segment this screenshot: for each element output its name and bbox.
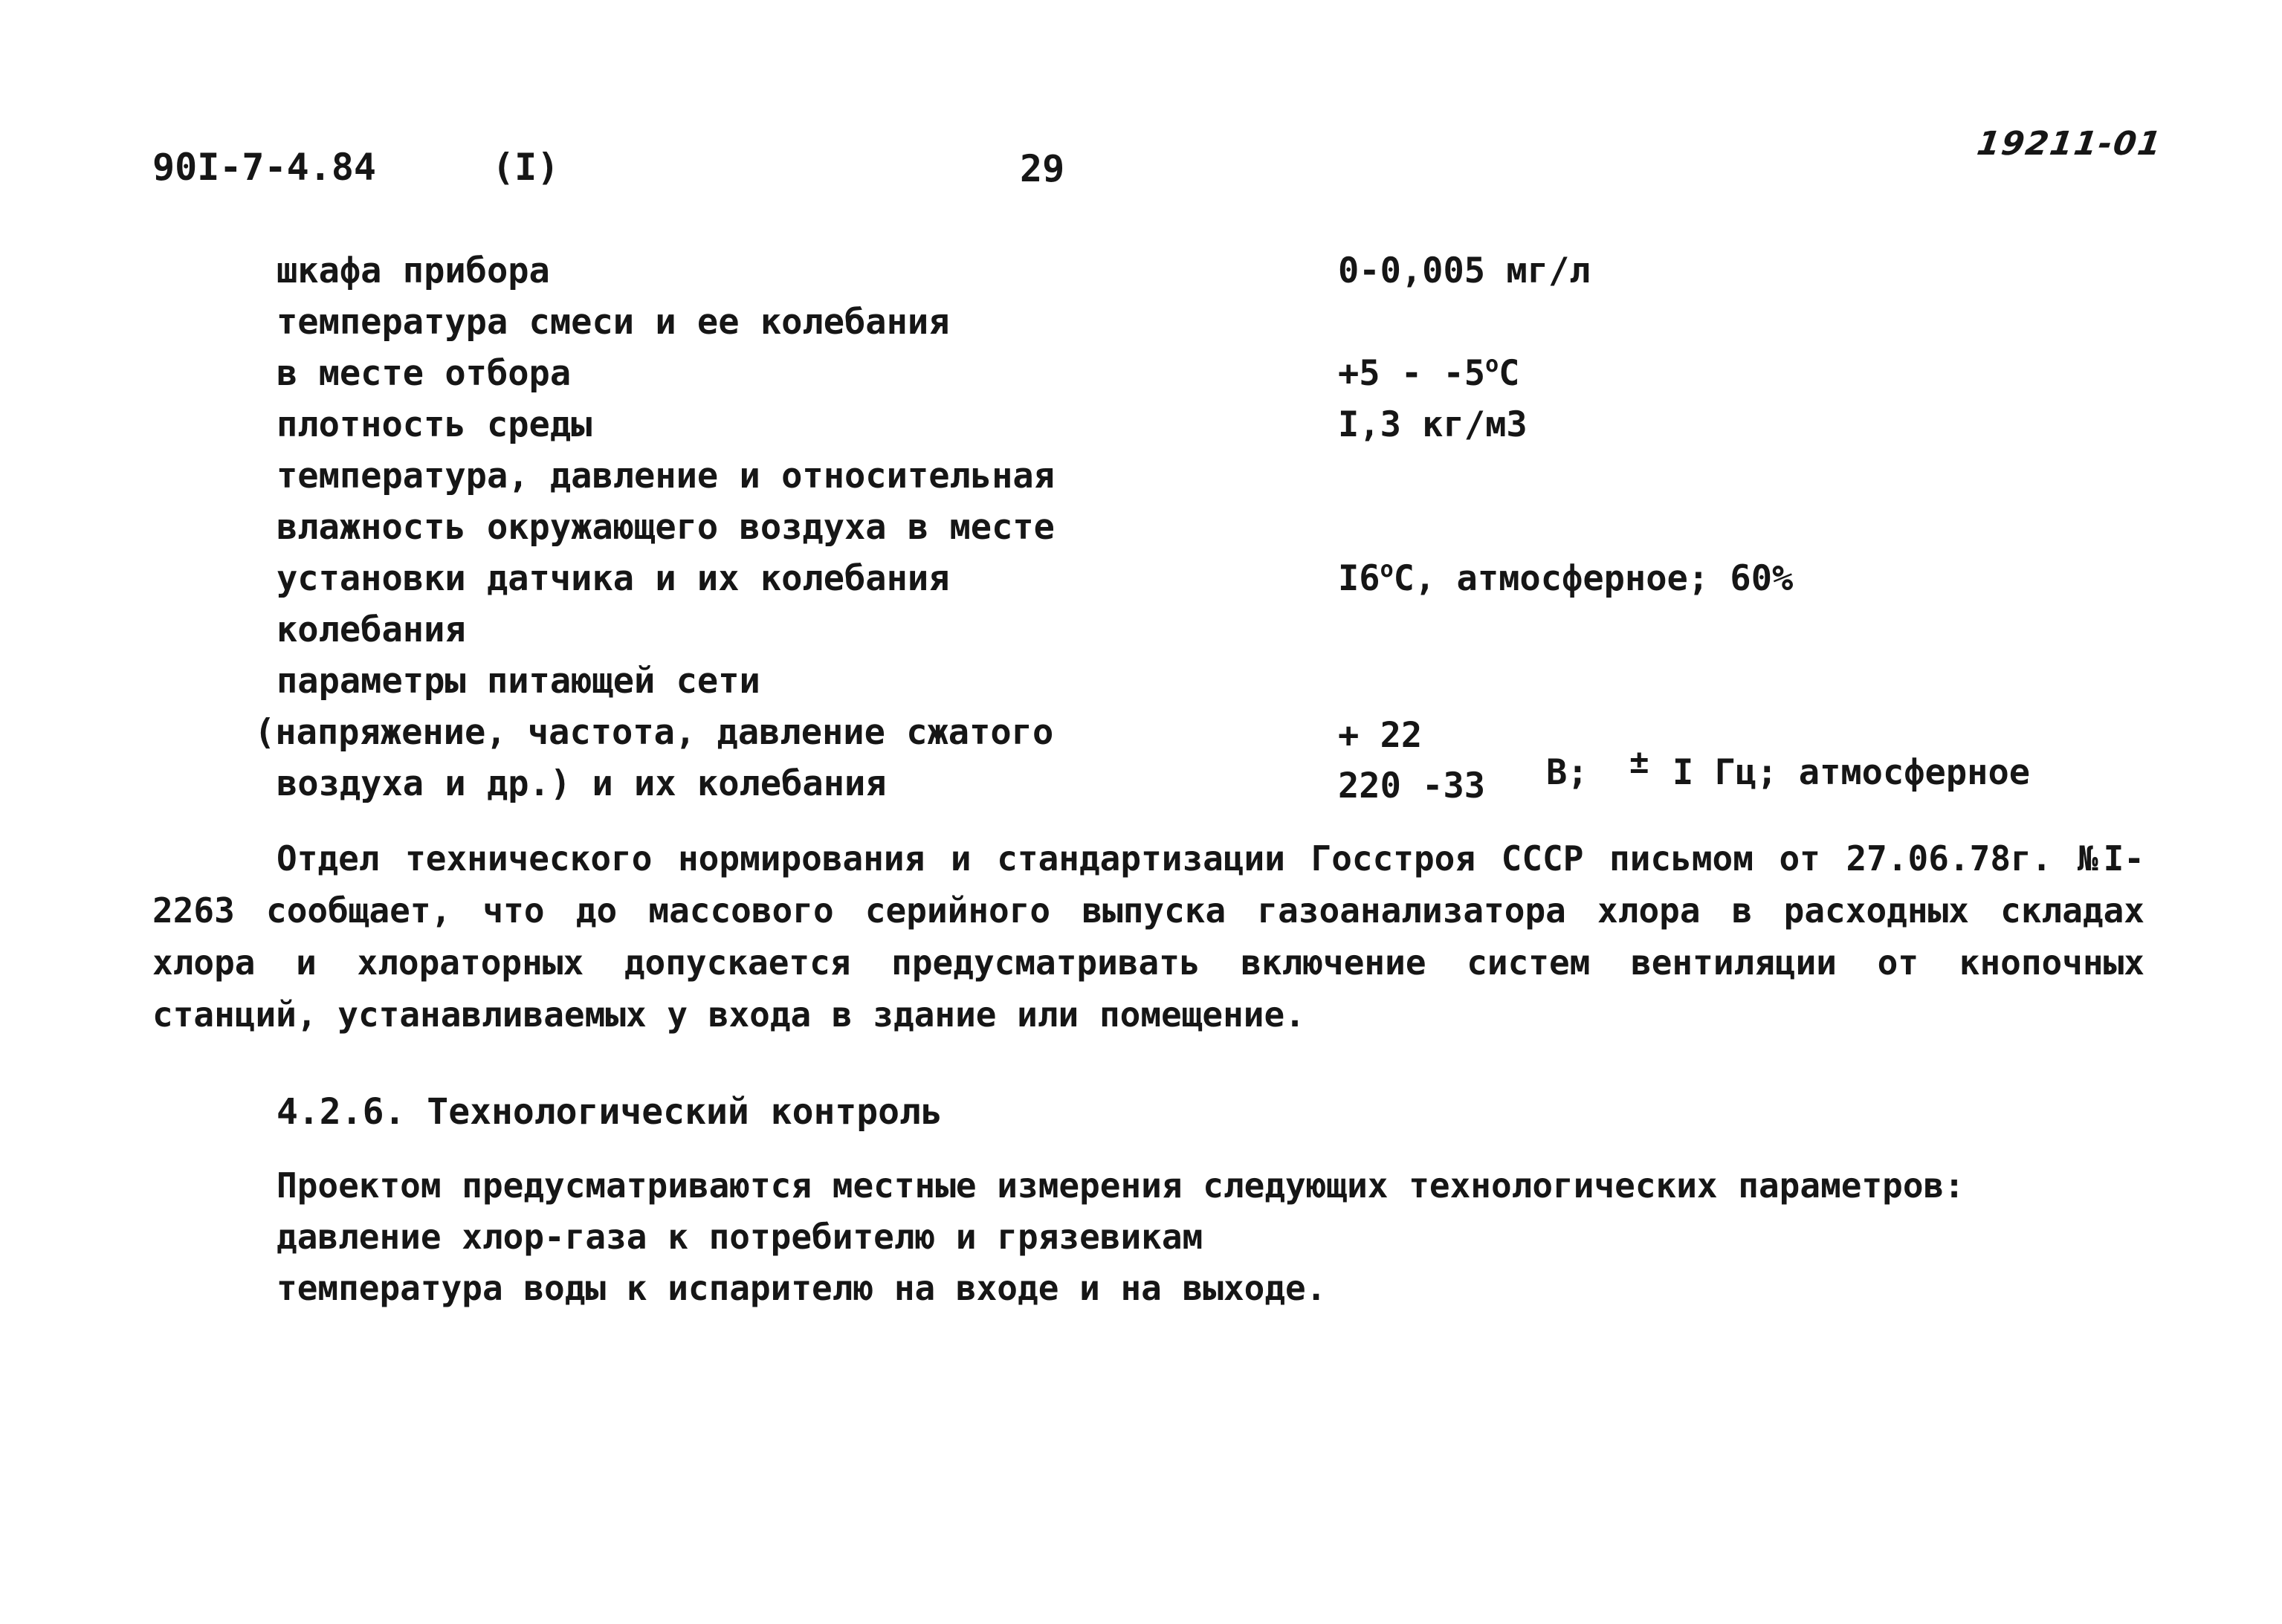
parameter-label: плотность среды [277, 404, 592, 445]
supply-voltage-nominal: 220 -33 [1338, 766, 1486, 806]
handwritten-inventory-number: 19211-01 [1974, 125, 2165, 163]
plus-minus-sign: ± [1629, 743, 1649, 781]
body-paragraph: Отдел технического нормирования и стандартизации Госстроя СССР письмом от 27.06.78г. №I-2263 сообщает, что до массового серийного выпуска газоанализатора хлора в расходных складах хлора и хлораторных допускается предусматривать включение систем вентиляции от кнопочных станций, устанавливаемых у входа в здание или помещение. [152, 838, 2144, 1035]
parameter-label: (напряжение, частота, давление сжатого [254, 712, 1054, 753]
technological-control-item: температура воды к испарителю на входе и на выходе. [277, 1268, 1327, 1308]
parameter-label: температура, давление и относительная [277, 456, 1055, 496]
technological-control-item: давление хлор-газа к потребителю и грязевикам [277, 1217, 1203, 1257]
technological-control-intro: Проектом предусматриваются местные измерения следующих технологических параметров: [277, 1165, 1965, 1206]
parameter-label: в месте отбора [277, 353, 572, 394]
degree-sign: o [1380, 557, 1394, 583]
parameter-label: колебания [277, 609, 466, 650]
parameter-label: шкафа прибора [277, 250, 550, 291]
supply-voltage-unit: В; [1546, 752, 1588, 793]
parameter-value: +5 - -5$^o$С [1338, 352, 1520, 394]
parameter-label: влажность окружающего воздуха в месте [277, 507, 1055, 548]
page-number: 29 [1020, 147, 1065, 190]
parameter-value: I,3 кг/м3 [1338, 404, 1528, 445]
document-sheet-number: (I) [492, 146, 560, 189]
section-heading: 4.2.6. Технологический контроль [277, 1091, 943, 1133]
supply-frequency-and-pressure: I Гц; атмосферное [1672, 752, 2031, 793]
parameter-value: I6$^o$С, атмосферное; 60% [1338, 557, 1794, 599]
parameter-label: установки датчика и их колебания [277, 558, 950, 599]
parameter-label: температура смеси и ее колебания [277, 302, 950, 343]
parameter-value: 0-0,005 мг/л [1338, 250, 1591, 291]
document-code: 90I-7-4.84 [152, 146, 377, 189]
degree-sign: o [1485, 352, 1499, 378]
parameter-label: воздуха и др.) и их колебания [277, 763, 887, 804]
parameter-label: параметры питающей сети [277, 661, 760, 702]
supply-voltage-tolerance-upper: + 22 [1338, 715, 1423, 756]
